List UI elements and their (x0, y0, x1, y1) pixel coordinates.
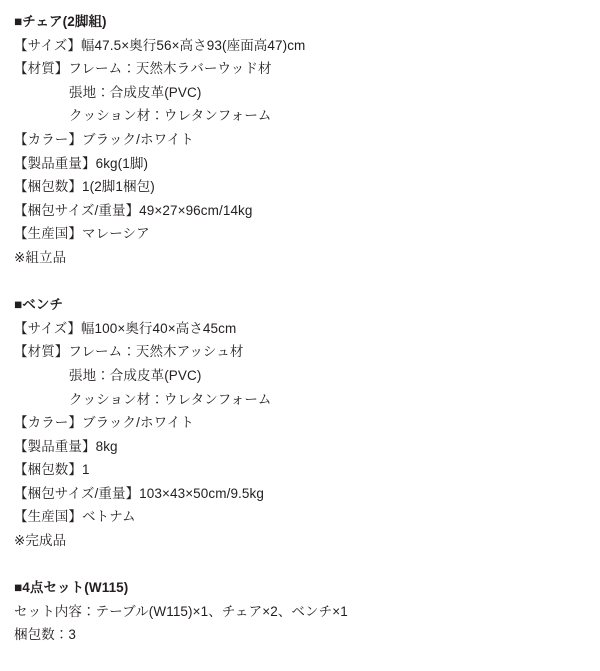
spec-line: ※完成品 (14, 533, 67, 549)
section-heading: ■4点セット(W115) (14, 580, 129, 596)
spec-line: 【梱包サイズ/重量】49×27×96cm/14kg (14, 202, 253, 218)
spec-line: 梱包数：3 (14, 627, 77, 643)
spec-line: 【製品重量】8kg (14, 438, 118, 454)
section-spacer (14, 553, 586, 577)
section-heading: ■ベンチ (14, 297, 64, 313)
spec-section-bench (14, 293, 586, 553)
section-spacer (14, 270, 586, 294)
spec-line: 【カラー】ブラック/ホワイト (14, 415, 194, 431)
spec-line: 【サイズ】幅100×奥行40×高さ45cm (14, 320, 237, 336)
spec-line: 【梱包数】1(2脚1梱包) (14, 179, 155, 195)
spec-line: クッション材：ウレタンフォーム (69, 391, 272, 407)
spec-section-chair (14, 10, 586, 270)
spec-section-four-piece-set (14, 576, 586, 647)
spec-line: 【生産国】マレーシア (14, 226, 150, 242)
spec-line: クッション材：ウレタンフォーム (69, 108, 272, 124)
spec-line: 【生産国】ベトナム (14, 509, 136, 525)
spec-line: 【材質】フレーム：天然木アッシュ材 (14, 344, 244, 360)
spec-line: 【カラー】ブラック/ホワイト (14, 131, 194, 147)
spec-line: ※組立品 (14, 249, 67, 265)
spec-line: 【製品重量】6kg(1脚) (14, 155, 149, 171)
spec-sections (14, 10, 586, 647)
spec-line: 張地：合成皮革(PVC) (69, 367, 202, 383)
spec-line: 【サイズ】幅47.5×奥行56×高さ93(座面高47)cm (14, 37, 306, 53)
section-heading: ■チェア(2脚組) (14, 14, 107, 29)
spec-line: 【梱包サイズ/重量】103×43×50cm/9.5kg (14, 485, 264, 501)
spec-line: 【材質】フレーム：天然木ラバーウッド材 (14, 61, 272, 77)
spec-line: 【梱包数】1 (14, 462, 90, 478)
spec-line: セット内容：テーブル(W115)×1、チェア×2、ベンチ×1 (14, 603, 348, 619)
spec-line: 張地：合成皮革(PVC) (69, 84, 202, 100)
